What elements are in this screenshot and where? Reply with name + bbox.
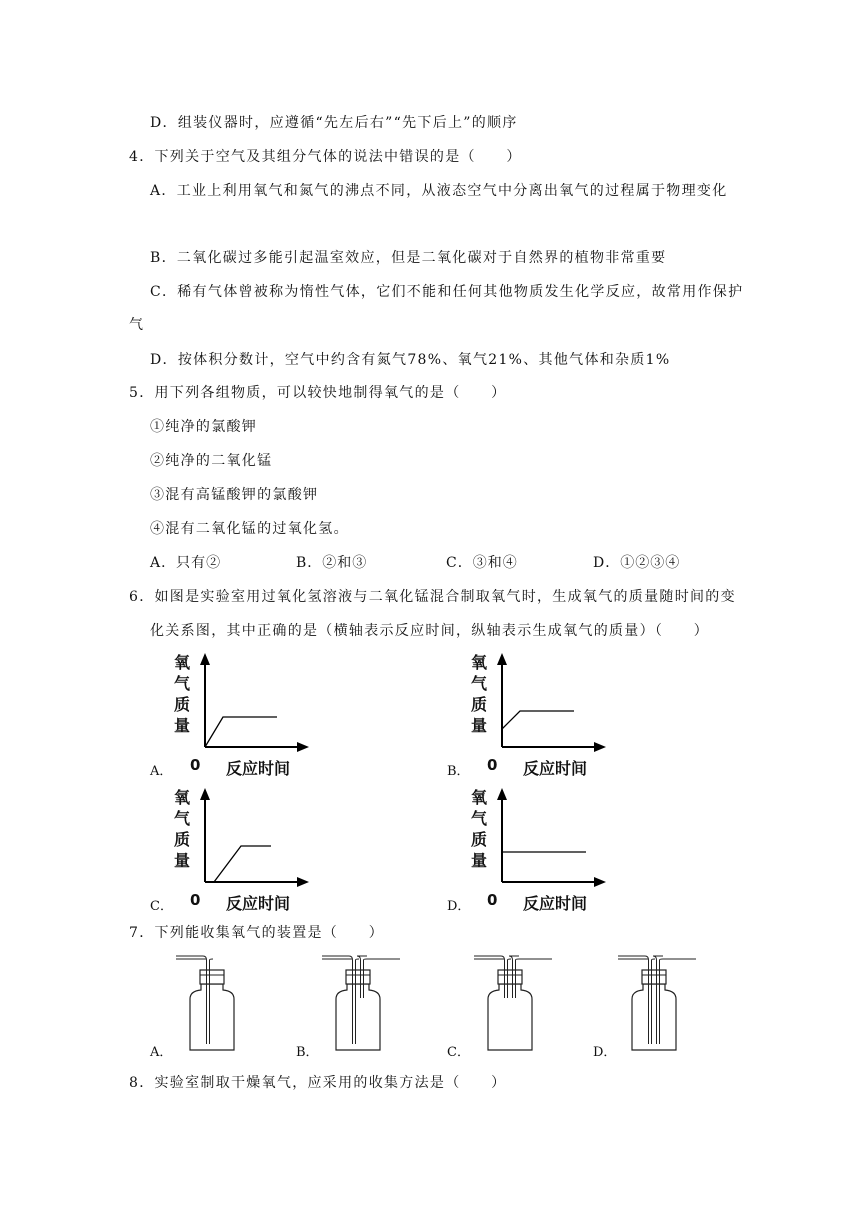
y-axis-label-char: 质 bbox=[174, 695, 191, 714]
y-axis-arrow bbox=[497, 788, 507, 800]
q4-option-a: A．工业上利用氧气和氮气的沸点不同，从液态空气中分离出氧气的过程属于物理变化 bbox=[150, 183, 728, 199]
x-axis-arrow bbox=[594, 742, 606, 752]
q4-option-b: B．二氧化碳过多能引起温室效应，但是二氧化碳对于自然界的植物非常重要 bbox=[150, 250, 667, 266]
gas-bottle-d bbox=[618, 954, 698, 1054]
y-axis-label-char: 气 bbox=[471, 674, 488, 693]
y-axis-label-char: 质 bbox=[471, 830, 488, 849]
y-axis-label-char: 量 bbox=[471, 716, 488, 735]
bottle-body bbox=[632, 984, 676, 1050]
bottle-body bbox=[336, 984, 380, 1050]
stopper bbox=[200, 970, 224, 984]
data-line bbox=[214, 846, 271, 882]
q5-item-1: ①纯净的氯酸钾 bbox=[150, 419, 258, 435]
q4-option-c: C．稀有气体曾被称为惰性气体，它们不能和任何其他物质发生化学反应，故常用作保护 bbox=[150, 284, 744, 300]
data-line bbox=[502, 711, 574, 729]
q5-item-4: ④混有二氧化锰的过氧化氢。 bbox=[150, 521, 349, 537]
graph-option-letter: A． bbox=[150, 764, 173, 779]
y-axis-label-char: 气 bbox=[471, 809, 488, 828]
origin-label: 0 bbox=[487, 756, 498, 774]
y-axis-label-char: 氧 bbox=[174, 788, 191, 807]
tube-bend bbox=[364, 959, 401, 960]
q5-option-a: A．只有② bbox=[150, 555, 222, 571]
q4-option-d: D．按体积分数计，空气中约含有氮气78%、氧气21%、其他气体和杂质1% bbox=[150, 352, 671, 368]
q3-option-d: D．组装仪器时，应遵循“先左后右”“先下后上”的顺序 bbox=[150, 115, 518, 131]
y-axis-label-char: 氧 bbox=[471, 788, 488, 807]
x-axis-label: 反应时间 bbox=[226, 759, 291, 778]
graph-option-letter: B． bbox=[447, 764, 470, 779]
origin-label: 0 bbox=[190, 891, 201, 909]
data-line bbox=[205, 717, 277, 747]
y-axis-arrow bbox=[200, 653, 210, 665]
x-axis-label: 反应时间 bbox=[523, 894, 588, 913]
stopper bbox=[642, 970, 666, 984]
y-axis-label-char: 质 bbox=[471, 695, 488, 714]
tube-bend bbox=[356, 959, 360, 960]
q4-option-c-cont: 气 bbox=[129, 317, 145, 333]
bottle-option-letter: A． bbox=[150, 1045, 173, 1060]
origin-label: 0 bbox=[190, 756, 201, 774]
q5-option-d: D．①②③④ bbox=[593, 555, 681, 571]
x-axis-arrow bbox=[297, 742, 309, 752]
bottle-body bbox=[488, 984, 532, 1050]
question-5: 5．用下列各组物质，可以较快地制得氧气的是（ ） bbox=[129, 385, 507, 401]
q5-option-c: C．③和④ bbox=[446, 555, 518, 571]
gas-bottle-c bbox=[474, 954, 554, 1054]
bottle-option-letter: B． bbox=[296, 1045, 319, 1060]
x-axis-arrow bbox=[297, 877, 309, 887]
question-6: 6．如图是实验室用过氧化氢溶液与二氧化锰混合制取氧气时，生成氧气的质量随时间的变 bbox=[129, 589, 736, 605]
y-axis-arrow bbox=[200, 788, 210, 800]
stopper bbox=[346, 970, 370, 984]
y-axis-label-char: 量 bbox=[174, 716, 191, 735]
tube-bend bbox=[652, 959, 656, 960]
bottle-body bbox=[190, 984, 234, 1050]
x-axis-label: 反应时间 bbox=[226, 894, 291, 913]
y-axis-label-char: 质 bbox=[174, 830, 191, 849]
tube-bend bbox=[508, 959, 512, 960]
graph-option-letter: C． bbox=[150, 899, 173, 914]
x-axis-label: 反应时间 bbox=[523, 759, 588, 778]
y-axis-label-char: 氧 bbox=[174, 653, 191, 672]
bottle-option-letter: D． bbox=[593, 1045, 617, 1060]
tube-bend bbox=[660, 959, 697, 960]
stopper bbox=[498, 970, 522, 984]
gas-bottle-a bbox=[176, 954, 256, 1054]
gas-bottle-b bbox=[322, 954, 402, 1054]
q5-item-3: ③混有高锰酸钾的氯酸钾 bbox=[150, 487, 319, 503]
question-4: 4．下列关于空气及其组分气体的说法中错误的是（ ） bbox=[129, 149, 522, 165]
question-6-cont: 化关系图，其中正确的是（横轴表示反应时间，纵轴表示生成氧气的质量）（ ） bbox=[150, 623, 710, 639]
tube-bend bbox=[516, 959, 553, 960]
y-axis-label-char: 气 bbox=[174, 674, 191, 693]
y-axis-label-char: 量 bbox=[471, 851, 488, 870]
q5-item-2: ②纯净的二氧化锰 bbox=[150, 453, 273, 469]
y-axis-label-char: 气 bbox=[174, 809, 191, 828]
y-axis-label-char: 氧 bbox=[471, 653, 488, 672]
tube-bend bbox=[210, 959, 214, 960]
x-axis-arrow bbox=[594, 877, 606, 887]
question-8: 8．实验室制取干燥氧气，应采用的收集方法是（ ） bbox=[129, 1075, 507, 1091]
q5-option-b: B．②和③ bbox=[296, 555, 368, 571]
y-axis-label-char: 量 bbox=[174, 851, 191, 870]
question-7: 7．下列能收集氧气的装置是（ ） bbox=[129, 925, 385, 941]
origin-label: 0 bbox=[487, 891, 498, 909]
y-axis-arrow bbox=[497, 653, 507, 665]
graph-option-letter: D． bbox=[447, 899, 471, 914]
bottle-option-letter: C． bbox=[447, 1045, 470, 1060]
